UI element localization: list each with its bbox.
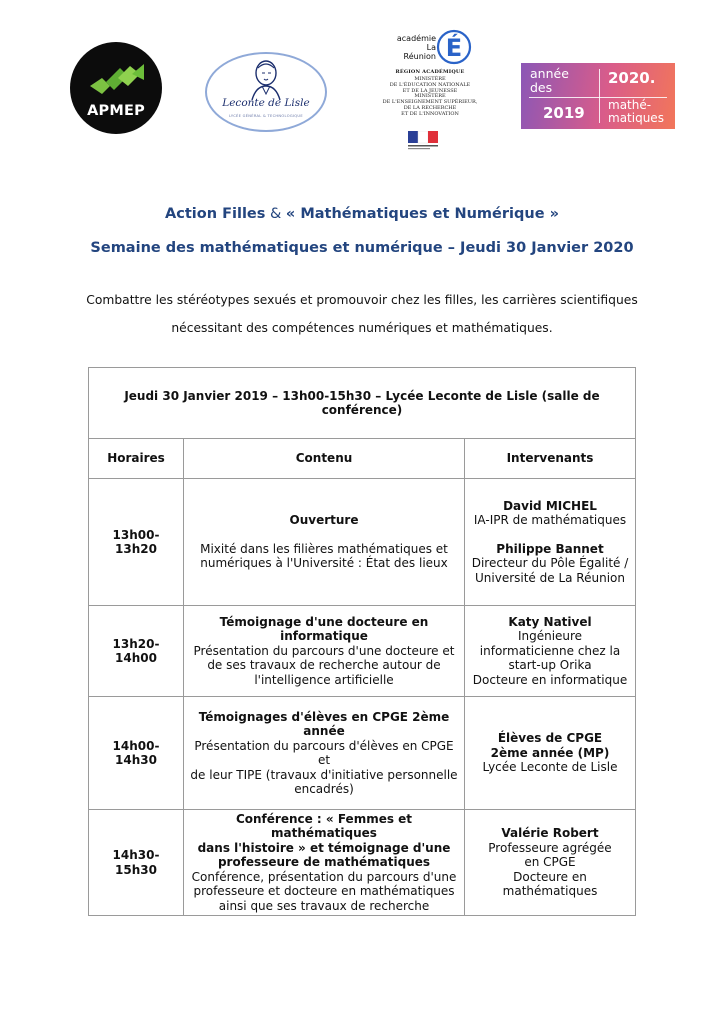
row-content [184, 606, 464, 696]
speaker-name: Katy Nativel [508, 614, 592, 629]
content-text: professeure et docteure en mathématiques [193, 884, 455, 899]
content-text: Présentation du parcours d'élèves en CPGE et [194, 738, 454, 767]
content-text: Présentation du parcours d'une docteure et [193, 643, 455, 658]
year-2020: 2020. [608, 69, 656, 87]
row-speakers [465, 697, 635, 809]
row-time: 13h20-14h00 [112, 636, 160, 665]
content-text: encadrés) [294, 782, 354, 796]
speaker-role: Lycée Leconte de Lisle [482, 760, 618, 775]
row-time: 14h00-14h30 [112, 738, 160, 767]
speaker-role: informaticienne chez la [479, 643, 621, 658]
intro-line: nécessitant des compétences numériques et mathématiques. [171, 321, 553, 335]
content-title: Témoignages d'élèves en CPGE 2ème année [198, 709, 450, 738]
row-speakers [465, 479, 635, 605]
speaker-name: 2ème année (MP) [490, 745, 610, 760]
region-academique: RÉGION ACADÉMIQUE [395, 69, 465, 75]
subtitle: Semaine des mathématiques et numérique – Jeudi 30 Janvier 2020 [90, 240, 634, 256]
speaker-name: Philippe Bannet [496, 541, 604, 556]
event-header: Jeudi 30 Janvier 2019 – 13h00-15h30 – Lycée Leconte de Lisle (salle de conférence) [124, 388, 600, 417]
content-text: l'intelligence artificielle [254, 672, 394, 687]
column-header-intervenants: Intervenants [506, 450, 594, 465]
annee-des-mathematiques-logo [521, 63, 675, 129]
row-speakers [465, 810, 635, 915]
column-header-horaires: Horaires [107, 450, 165, 465]
content-text: Conférence, présentation du parcours d'une [191, 869, 457, 884]
program-table [88, 367, 636, 916]
row-content [184, 810, 464, 915]
academie-letter: É [445, 34, 463, 62]
speaker-role: IA-IPR de mathématiques [473, 513, 627, 528]
academie-la-reunion-logo [370, 20, 490, 155]
content-title: professeure de mathématiques [217, 855, 431, 870]
ministry-line: ET DE L'INNOVATION [401, 110, 459, 117]
row-content [184, 697, 464, 809]
ministry-line: DE LA RECHERCHE [403, 105, 457, 111]
lycee-subtitle: LYCÉE GÉNÉRAL & TECHNOLOGIQUE [229, 114, 303, 118]
intro-line: Combattre les stéréotypes sexués et promouvoir chez les filles, les carrières scientifiques [86, 293, 638, 307]
content-text: de ses travaux de recherche autour de [207, 658, 441, 673]
mathe-text: mathé- [608, 98, 652, 112]
row-time: 13h00-13h20 [112, 527, 160, 556]
des-text: des [530, 80, 553, 95]
content-title: dans l'histoire » et témoignage d'une [197, 840, 451, 855]
portrait-icon [248, 58, 284, 100]
apmep-green-arrow-icon [84, 60, 148, 102]
speaker-role: start-up Orika [508, 658, 592, 673]
content-text: Mixité dans les filières mathématiques et [200, 541, 448, 556]
ministry-line: MINISTÈRE [414, 76, 446, 82]
apmep-logo [70, 42, 162, 134]
speaker-role: Professeure agrégée [488, 840, 612, 855]
ministry-line: MINISTÈRE [414, 93, 446, 100]
content-title: Ouverture [289, 513, 359, 528]
annee-logo-divider [599, 69, 600, 123]
row-speakers [465, 606, 635, 696]
academie-name: académie La Réunion [396, 34, 436, 61]
ministry-line: ET DE LA JEUNESSE [402, 87, 458, 94]
main-title: Action Filles & « Mathématiques et Numérique » [165, 206, 559, 222]
speaker-role: mathématiques [502, 884, 598, 899]
year-2019: 2019 [543, 104, 585, 122]
speaker-role: en CPGE [524, 855, 576, 870]
content-title: Conférence : « Femmes et mathématiques [235, 811, 413, 841]
speaker-role: Docteure en informatique [472, 672, 628, 687]
annee-text: année [530, 66, 569, 81]
lycee-signature: Leconte de Lisle [222, 97, 310, 109]
speaker-role: Université de La Réunion [475, 570, 625, 585]
row-time: 14h30-15h30 [112, 848, 160, 877]
speaker-name: Valérie Robert [501, 826, 599, 841]
content-title: informatique [280, 629, 368, 644]
column-header-contenu: Contenu [295, 450, 353, 465]
speaker-role: Docteure en [513, 869, 587, 884]
row-content [184, 479, 464, 605]
content-text: numériques à l'Université : État des lieux [200, 556, 448, 571]
content-title: Témoignage d'une docteure en [219, 614, 429, 629]
academie-e-emblem-icon [436, 20, 472, 66]
speaker-name: Élèves de CPGE [497, 731, 603, 746]
ministry-line: DE L'ENSEIGNEMENT SUPÉRIEUR, [382, 99, 478, 106]
speaker-role: Directeur du Pôle Égalité / [471, 556, 629, 571]
speaker-name: David MICHEL [503, 498, 597, 513]
apmep-logo-text: APMEP [87, 103, 145, 119]
lycee-leconte-de-lisle-logo [205, 52, 327, 132]
ministry-line: DE L'ÉDUCATION NATIONALE [389, 81, 471, 88]
marianne-flag-icon [408, 131, 440, 151]
content-text: de leur TIPE (travaux d'initiative personnelle [190, 767, 458, 782]
content-text: ainsi que ses travaux de recherche [218, 898, 430, 913]
matiques-text: matiques [608, 111, 664, 125]
speaker-role: Ingénieure [517, 629, 583, 644]
